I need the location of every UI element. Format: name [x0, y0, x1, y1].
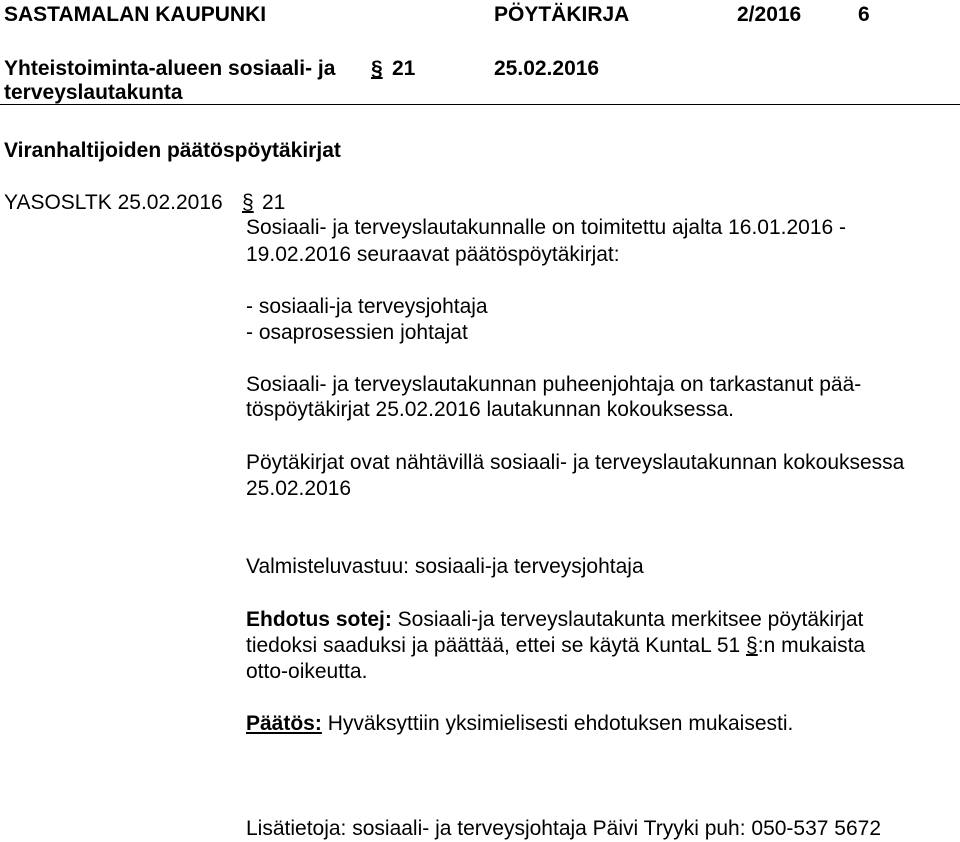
board-name-line2: terveyslautakunta	[4, 81, 183, 104]
list-item: - sosiaali-ja terveysjohtaja	[246, 295, 488, 318]
contact-info: Lisätietoja: sosiaali- ja terveysjohtaja Päivi Tryyki puh: 050-537 5672	[246, 817, 882, 840]
proposal-text: :n mukaista	[757, 634, 866, 657]
decision-line	[246, 711, 793, 737]
body-paragraph3-line2: 25.02.2016	[246, 477, 352, 500]
list-item: - osaprosessien johtajat	[246, 321, 468, 344]
body-paragraph2-line2: töspöytäkirjat 25.02.2016 lautakunnan kokouksessa.	[246, 398, 734, 421]
proposal-text: Sosiaali-ja terveyslautakunta merkitsee pöytäkirjat	[391, 608, 864, 631]
case-section-sign: §	[242, 191, 254, 214]
document-number: 2/2016	[737, 3, 802, 26]
body-paragraph1-line2: 19.02.2016 seuraavat päätöspöytäkirjat:	[246, 243, 620, 266]
section-title: Viranhaltijoiden päätöspöytäkirjat	[4, 139, 341, 162]
board-name-line1: Yhteistoiminta-alueen sosiaali- ja	[4, 57, 336, 80]
body-paragraph2-line1: Sosiaali- ja terveyslautakunnan puheenjohtaja on tarkastanut pää-	[246, 373, 862, 396]
city-name: SASTAMALAN KAUPUNKI	[4, 3, 267, 26]
proposal-label: Ehdotus sotej:	[246, 608, 392, 631]
decision-text: Hyväksyttiin yksimielisesti ehdotuksen mukaisesti.	[321, 712, 794, 735]
proposal-section-sign: §	[746, 634, 758, 657]
section-number: 21	[392, 57, 416, 80]
case-section-number: 21	[262, 191, 286, 214]
proposal-line1	[246, 607, 863, 633]
document-type: PÖYTÄKIRJA	[494, 3, 630, 26]
meeting-date: 25.02.2016	[494, 57, 600, 80]
section-sign: §	[371, 57, 383, 80]
preparation-responsibility: Valmisteluvastuu: sosiaali-ja terveysjohtaja	[246, 555, 644, 578]
proposal-line3: otto-oikeutta.	[246, 660, 368, 683]
proposal-line2	[246, 633, 865, 659]
page-number: 6	[858, 3, 870, 26]
case-reference: YASOSLTK 25.02.2016	[4, 191, 223, 214]
body-paragraph3-line1: Pöytäkirjat ovat nähtävillä sosiaali- ja terveyslautakunnan kokouksessa	[246, 451, 905, 474]
header-divider	[0, 104, 960, 105]
decision-label: Päätös:	[246, 712, 322, 735]
proposal-text: tiedoksi saaduksi ja päättää, ettei se käytä KuntaL 51	[246, 634, 747, 657]
body-paragraph1-line1: Sosiaali- ja terveyslautakunnalle on toimitettu ajalta 16.01.2016 -	[246, 216, 847, 239]
